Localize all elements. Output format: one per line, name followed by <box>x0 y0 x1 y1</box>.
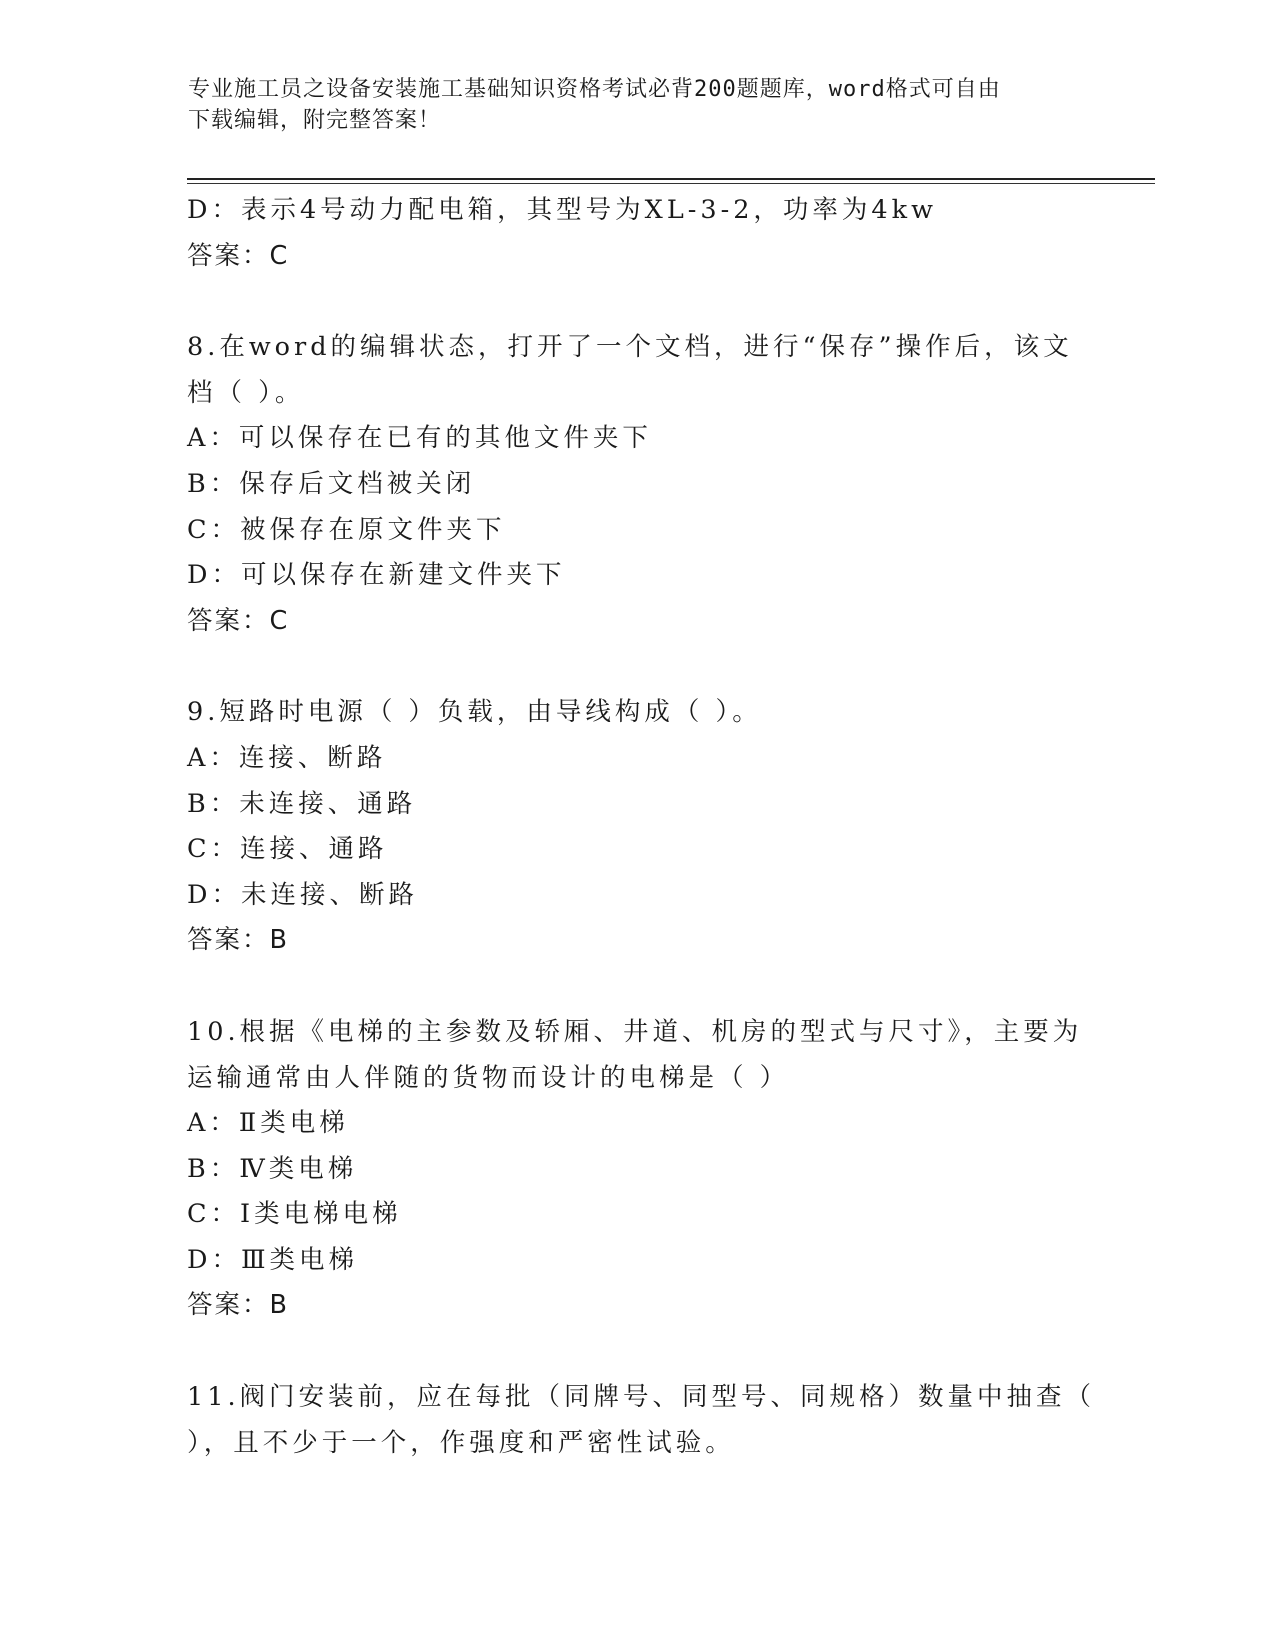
option-a: A：可以保存在已有的其他文件夹下 <box>187 423 652 454</box>
answer-line: 答案：C <box>187 605 290 636</box>
question-stem-line-2: 运输通常由人伴随的货物而设计的电梯是（ ） <box>187 1062 790 1093</box>
question-10 <box>187 1010 1087 1329</box>
option-a: A：连接、断路 <box>187 742 387 773</box>
question-gap <box>187 279 1087 325</box>
option-a: A：Ⅱ类电梯 <box>187 1108 349 1139</box>
option-d: D：Ⅲ类电梯 <box>187 1244 359 1275</box>
header-title-line-2: 下载编辑，附完整答案！ <box>188 108 442 133</box>
option-d: D：未连接、断路 <box>187 879 418 910</box>
header-title-line-1: 专业施工员之设备安装施工基础知识资格考试必背200题题库，word格式可自由 <box>188 77 1001 102</box>
question-stem-line-1: 9.短路时电源（ ）负载，由导线构成（ ）。 <box>187 697 762 728</box>
question-list <box>187 188 1096 1466</box>
option-b: B：Ⅳ类电梯 <box>187 1153 358 1184</box>
option-b: B：未连接、通路 <box>187 788 417 819</box>
question-stem-line-2: 档（ ）。 <box>187 377 305 408</box>
option-b: B：保存后文档被关闭 <box>187 468 476 499</box>
question-stem-line-1: 10.根据《电梯的主参数及轿厢、井道、机房的型式与尺寸》，主要为 <box>187 1016 1083 1047</box>
option-c: C：Ⅰ类电梯电梯 <box>187 1199 402 1230</box>
question-9 <box>187 690 1087 964</box>
question-11 <box>187 1375 1096 1466</box>
question-stem-line-1: 8.在word的编辑状态，打开了一个文档，进行“保存”操作后，该文 <box>187 332 1073 363</box>
option-c: C：连接、通路 <box>187 834 388 865</box>
answer-line: 答案：B <box>187 925 289 956</box>
question-stem-line-1: 11.阀门安装前，应在每批（同牌号、同型号、同规格）数量中抽查（ <box>187 1382 1096 1413</box>
question-stem-line-2: ），且不少于一个，作强度和严密性试验。 <box>187 1427 735 1458</box>
header-rule-thin <box>187 183 1155 184</box>
answer-line: 答案：B <box>187 1290 289 1321</box>
option-c: C：被保存在原文件夹下 <box>187 514 506 545</box>
answer-line: 答案：C <box>187 240 290 271</box>
question-7 <box>187 188 1087 279</box>
question-gap <box>187 964 1087 1010</box>
question-gap <box>187 644 1087 690</box>
option-d: D：表示4号动力配电箱，其型号为XL-3-2，功率为4kw <box>187 195 937 225</box>
question-8 <box>187 325 1087 644</box>
question-gap <box>187 1329 1087 1375</box>
header-rule-thick <box>187 178 1155 180</box>
option-d: D：可以保存在新建文件夹下 <box>187 560 566 591</box>
document-header <box>188 74 1068 136</box>
